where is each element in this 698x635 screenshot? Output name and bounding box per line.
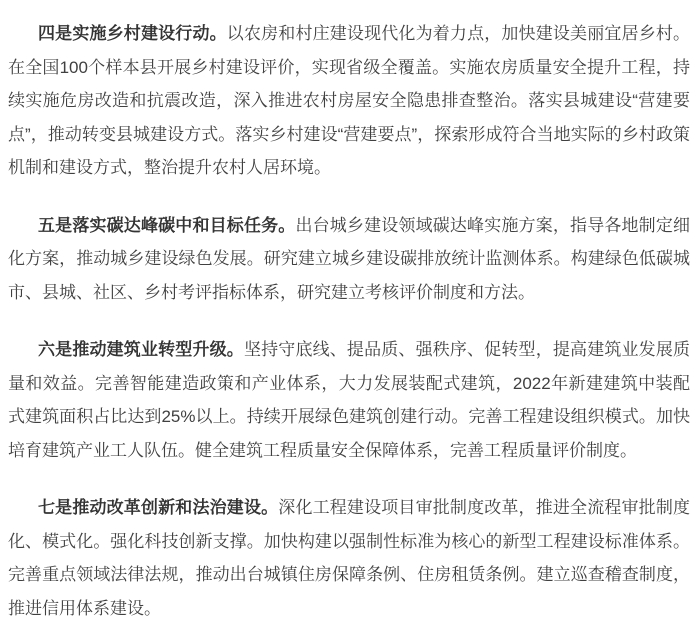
paragraph-item-6	[8, 333, 690, 467]
paragraph-body: 以农房和村庄建设现代化为着力点，加快建设美丽宜居乡村。在全国100个样本县开展乡村建设评价，实现省级全覆盖。实施农房质量安全提升工程，持续实施危房改造和抗震改造，深入推进农村房屋安全隐患排查整治。落实县城建设“营建要点”，推动转变县城建设方式。落实乡村建设“营建要点”，探索形成符合当地实际的乡村政策机制和建设方式，整治提升农村人居环境。	[8, 24, 691, 177]
paragraph-item-5	[8, 209, 690, 310]
paragraph-body: 深化工程建设项目审批制度改革，推进全流程审批制度化、模式化。强化科技创新支撑。加快构建以强制性标准为核心的新型工程建设标准体系。完善重点领域法律法规，推动出台城镇住房保障条例、住房租赁条例。建立巡查稽查制度，推进信用体系建设。	[8, 498, 691, 618]
paragraph-heading: 七是推动改革创新和法治建设。	[38, 498, 279, 517]
paragraph-heading: 五是落实碳达峰碳中和目标任务。	[38, 215, 296, 235]
paragraph-item-4	[8, 17, 690, 185]
paragraph-heading: 六是推动建筑业转型升级。	[38, 340, 244, 359]
paragraph-body: 出台城乡建设领域碳达峰实施方案，指导各地制定细化方案，推动城乡建设绿色发展。研究建立城乡建设碳排放统计监测体系。构建绿色低碳城市、县城、社区、乡村考评指标体系，研究建立考核评价制度和方法。	[8, 215, 691, 302]
paragraph-heading: 四是实施乡村建设行动。	[38, 24, 227, 43]
paragraph-body: 坚持守底线、提品质、强秩序、促转型，提高建筑业发展质量和效益。完善智能建造政策和产业体系，大力发展装配式建筑，2022年新建建筑中装配式建筑面积占比达到25%以上。持续开展绿色建筑创建行动。完善工程建设组织模式。加快培育建筑产业工人队伍。健全建筑工程质量安全保障体系，完善工程质量评价制度。	[8, 340, 691, 460]
paragraph-item-7	[8, 491, 690, 625]
